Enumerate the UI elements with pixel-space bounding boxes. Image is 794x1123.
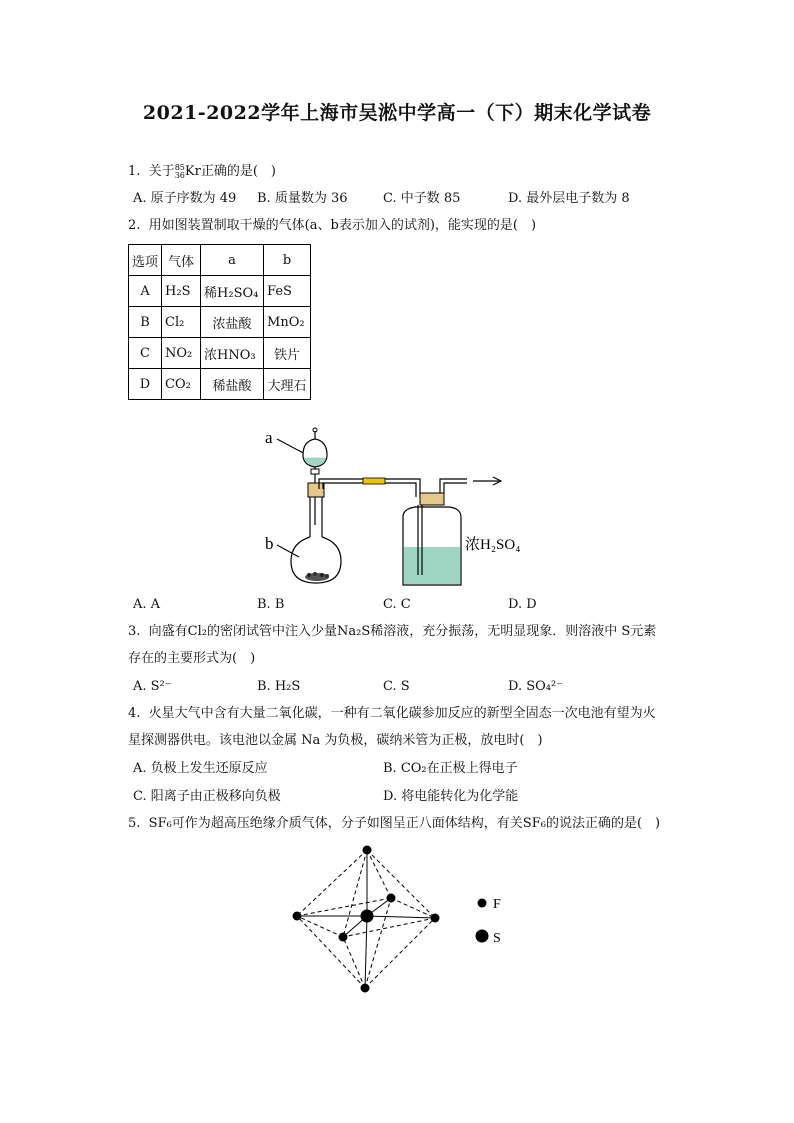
table-header: a [201, 245, 264, 276]
gas-generation-apparatus-figure [255, 425, 545, 595]
option-c: C. 阳离子由正极移向负极 [133, 789, 281, 804]
question-5-stem: 5. SF₆可作为超高压绝缘介质气体，分子如图呈正八面体结构，有关SF₆的说法正确的是( ) [128, 816, 661, 831]
question-4-stem: 4. 火星大气中含有大量二氧化碳，一种有二氧化碳参加反应的新型全固态一次电池有望为火 [128, 706, 656, 721]
question-2-stem: 2. 用如图装置制取干燥的气体(a、b表示加入的试剂)，能实现的是( ) [128, 218, 537, 233]
isotope-symbol: Kr [184, 164, 201, 179]
round-bottom-flask [291, 483, 341, 583]
atoms [293, 846, 440, 993]
table-row: D CO₂ 稀盐酸 大理石 [129, 369, 311, 400]
table-row: C NO₂ 浓HNO₃ 铁片 [129, 338, 311, 369]
label-b: b [265, 534, 274, 553]
table-header: b [264, 245, 311, 276]
option-c: C. S [383, 679, 410, 694]
question-1-stem: 1. 关于85 36Kr正确的是( ) [128, 162, 276, 180]
sf6-octahedron-figure [285, 840, 525, 1000]
option-b: B. 质量数为 36 [257, 191, 348, 206]
option-b: B. H₂S [257, 679, 301, 694]
f-atom [363, 846, 372, 855]
option-d: D. SO₄²⁻ [508, 679, 564, 694]
f-atom [361, 984, 370, 993]
option-c: C. C [383, 597, 411, 612]
legend-s-dot [476, 930, 489, 943]
delivery-tube [319, 478, 420, 497]
label-a: a [265, 428, 273, 447]
table-row: A H₂S 稀H₂SO₄ FeS [129, 276, 311, 307]
question-3-stem: 3. 向盛有Cl₂的密闭试管中注入少量Na₂S稀溶液，充分振荡，无明显现象．则溶液中 S元素 [128, 624, 657, 639]
separatory-funnel [303, 428, 327, 525]
f-atom [293, 912, 302, 921]
question-number: 1. [128, 164, 141, 179]
gas-washing-bottle [403, 477, 520, 585]
option-a: A. S²⁻ [133, 679, 172, 694]
question-3-stem-cont: 存在的主要形式为( ) [128, 651, 256, 666]
legend-s-label: S [493, 931, 501, 946]
table-header: 选项 [129, 245, 162, 276]
atom-legend [476, 897, 502, 946]
table-row: B Cl₂ 浓盐酸 MnO₂ [129, 307, 311, 338]
option-d: D. D [508, 597, 537, 612]
s-atom [361, 910, 374, 923]
f-atom [431, 914, 440, 923]
isotope-numbers: 85 36 [174, 162, 185, 180]
bottle-label: 浓H₂SO₄ [465, 537, 521, 553]
table-header: 气体 [162, 245, 201, 276]
option-a: A. 负极上发生还原反应 [133, 761, 268, 776]
option-a: A. 原子序数为 49 [133, 191, 237, 206]
legend-f-dot [478, 899, 487, 908]
legend-f-label: F [493, 897, 501, 912]
f-atom [339, 933, 348, 942]
option-d: D. 将电能转化为化学能 [383, 789, 519, 804]
option-c: C. 中子数 85 [383, 191, 461, 206]
f-atom [387, 894, 396, 903]
option-a: A. A [133, 597, 161, 612]
option-d: D. 最外层电子数为 8 [508, 191, 630, 206]
table-header-row [129, 245, 311, 276]
reagent-table [128, 244, 311, 400]
page-title: 2021-2022学年上海市吴淞中学高一（下）期末化学试卷 [142, 102, 652, 124]
option-b: B. CO₂在正极上得电子 [383, 761, 518, 776]
question-4-stem-cont: 星探测器供电。该电池以金属 Na 为负极，碳纳米管为正极，放电时( ) [128, 733, 543, 748]
option-b: B. B [257, 597, 285, 612]
